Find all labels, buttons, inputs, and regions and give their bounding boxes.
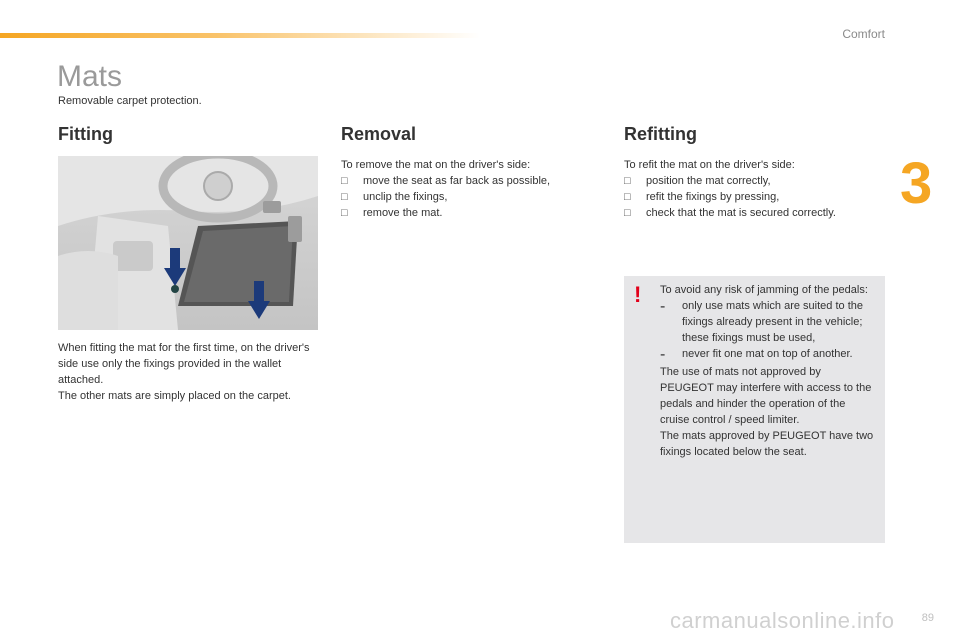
list-item: □ move the seat as far back as possible, <box>341 175 551 187</box>
checkbox-bullet-icon: □ <box>624 191 631 203</box>
list-item: □ position the mat correctly, <box>624 175 771 187</box>
watermark: carmanualsonline.info <box>670 608 895 633</box>
checkbox-bullet-icon: □ <box>624 207 631 219</box>
list-item: □ unclip the fixings, <box>341 191 448 203</box>
refitting-intro: To refit the mat on the driver's side: <box>624 159 795 171</box>
warning-dash-item: - never fit one mat on top of another. <box>660 346 853 363</box>
warning-box <box>624 276 885 543</box>
removal-section <box>341 124 603 221</box>
fitting-paragraph: When fitting the mat for the first time, on the driver's side use only the fixings provided in the wallet attached. <box>58 342 310 386</box>
list-item: □ remove the mat. <box>341 207 443 219</box>
fitting-text <box>58 340 320 404</box>
fitting-section <box>58 124 320 157</box>
fitting-heading: Fitting <box>58 124 113 144</box>
warning-exclamation-icon: ! <box>634 282 642 307</box>
page-subtitle: Removable carpet protection. <box>58 95 202 107</box>
header-accent-bar <box>0 33 480 38</box>
checkbox-bullet-icon: □ <box>341 207 348 219</box>
removal-intro: To remove the mat on the driver's side: <box>341 159 531 171</box>
car-interior-photo <box>58 156 318 330</box>
chapter-number: 3 <box>900 151 933 216</box>
fitting-paragraph: The other mats are simply placed on the carpet. <box>58 390 291 402</box>
warning-dash-item: - only use mats which are suited to the fixings already present in the vehicle; these fixings must be used, <box>660 298 863 344</box>
warning-intro: To avoid any risk of jamming of the pedals: <box>660 284 868 296</box>
warning-paragraph: The use of mats not approved by PEUGEOT may interfere with access to the pedals and hinder the operation of the cruise control / speed limiter. <box>660 366 872 426</box>
checkbox-bullet-icon: □ <box>341 175 348 187</box>
list-item: □ check that the mat is secured correctly. <box>624 207 836 219</box>
page-title: Mats <box>57 60 123 93</box>
removal-heading: Removal <box>341 124 417 144</box>
removal-list <box>341 173 603 221</box>
checkbox-bullet-icon: □ <box>341 191 348 203</box>
refitting-heading: Refitting <box>624 124 697 144</box>
page-number: 89 <box>921 612 934 624</box>
refitting-section <box>624 124 886 221</box>
refitting-list <box>624 173 886 221</box>
list-item: □ refit the fixings by pressing, <box>624 191 780 203</box>
warning-paragraph: The mats approved by PEUGEOT have two fixings located below the seat. <box>660 430 874 458</box>
section-label: Comfort <box>842 27 885 41</box>
checkbox-bullet-icon: □ <box>624 175 631 187</box>
